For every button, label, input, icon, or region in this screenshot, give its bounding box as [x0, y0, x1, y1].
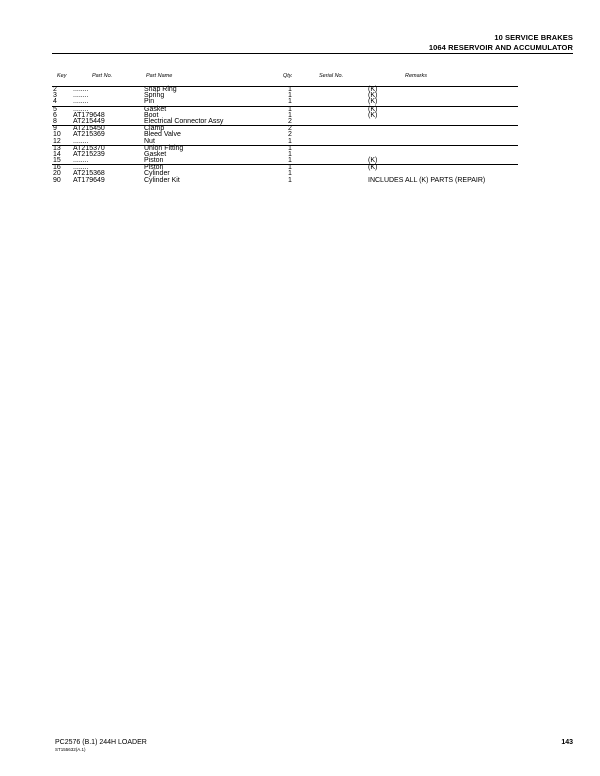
qty-cell: 1 [288, 150, 292, 158]
part-name-cell: Electrical Connector Assy [144, 117, 224, 125]
col-part-no: Part No. [92, 73, 113, 79]
part-name-cell: Union Fitting [144, 144, 184, 152]
table-row [52, 139, 518, 145]
part-name-cell: Cylinder [144, 170, 170, 178]
col-remarks: Remarks [405, 73, 428, 79]
part-no-cell: ........ [73, 164, 89, 172]
qty-cell: 1 [288, 111, 292, 119]
key-cell: 12 [53, 137, 61, 145]
part-no-cell: ........ [73, 157, 89, 165]
remarks-cell: (K) [368, 105, 378, 113]
qty-cell: 1 [288, 92, 292, 100]
key-cell: 20 [53, 170, 61, 178]
part-name-cell: Gasket [144, 150, 167, 158]
qty-cell: 1 [288, 137, 292, 145]
row-group [52, 106, 518, 126]
row-group [52, 125, 518, 145]
key-cell: 90 [53, 176, 61, 184]
part-no-cell: AT179649 [73, 176, 105, 184]
col-serial-no: Serial No. [319, 73, 344, 79]
qty-cell: 2 [288, 117, 292, 125]
table-row [52, 178, 518, 184]
part-no-cell: AT215450 [73, 125, 105, 133]
qty-cell: 1 [288, 176, 292, 184]
key-cell: 6 [53, 111, 57, 119]
qty-cell: 1 [288, 105, 292, 113]
header-rule [52, 53, 573, 54]
remarks-cell: (K) [368, 164, 378, 172]
qty-cell: 2 [288, 131, 292, 139]
key-cell: 9 [53, 125, 57, 133]
remarks-cell: (K) [368, 92, 378, 100]
key-cell: 4 [53, 98, 57, 106]
footer-code: ST155632(A.1) [55, 747, 86, 752]
remarks-cell: (K) [368, 86, 378, 93]
key-cell: 8 [53, 117, 57, 125]
table-row [52, 158, 518, 164]
remarks-cell: (K) [368, 111, 378, 119]
part-name-cell: Piston [144, 164, 164, 172]
part-name-cell: Piston [144, 157, 164, 165]
qty-cell: 1 [288, 86, 292, 93]
row-group [52, 86, 518, 106]
key-cell: 15 [53, 157, 61, 165]
qty-cell: 1 [288, 170, 292, 178]
remarks-cell: (K) [368, 98, 378, 106]
part-name-cell: Boot [144, 111, 159, 119]
key-cell: 13 [53, 144, 61, 152]
col-part-name: Part Name [146, 73, 173, 79]
group-title: 1064 RESERVOIR AND ACCUMULATOR [428, 43, 573, 52]
parts-table [52, 86, 518, 184]
key-cell: 2 [53, 86, 57, 93]
qty-cell: 1 [288, 98, 292, 106]
page-number: 143 [561, 739, 573, 746]
part-no-cell: AT215370 [73, 144, 105, 152]
part-name-cell: Gasket [144, 105, 167, 113]
part-no-cell: ........ [73, 98, 89, 106]
part-no-cell: ........ [73, 86, 89, 93]
remarks-cell: (K) [368, 157, 378, 165]
part-no-cell: AT215239 [73, 150, 105, 158]
table-row [52, 119, 518, 125]
remarks-cell: INCLUDES ALL (K) PARTS (REPAIR) [368, 176, 486, 184]
key-cell: 16 [53, 164, 61, 172]
part-name-cell: Spring [144, 92, 165, 100]
table-row [52, 99, 518, 105]
part-no-cell: AT215449 [73, 117, 105, 125]
part-name-cell: Pin [144, 98, 155, 106]
qty-cell: 1 [288, 164, 292, 172]
row-group [52, 145, 518, 165]
key-cell: 3 [53, 92, 57, 100]
part-no-cell: AT215369 [73, 131, 105, 139]
footer-text: PC2576 (B.1) 244H LOADER [55, 739, 147, 746]
qty-cell: 1 [288, 144, 292, 152]
part-name-cell: Cylinder Kit [144, 176, 180, 184]
key-cell: 14 [53, 150, 61, 158]
qty-cell: 1 [288, 157, 292, 165]
row-group [52, 164, 518, 184]
part-name-cell: Snap Ring [144, 86, 177, 93]
key-cell: 10 [53, 131, 61, 139]
key-cell: 5 [53, 105, 57, 113]
part-no-cell: ........ [73, 92, 89, 100]
part-no-cell: AT215368 [73, 170, 105, 178]
part-no-cell: ........ [73, 105, 89, 113]
part-name-cell: Nut [144, 137, 155, 145]
part-no-cell: AT179648 [73, 111, 105, 119]
part-name-cell: Clamp [144, 125, 165, 133]
col-qty: Qty. [283, 73, 293, 79]
col-key: Key [57, 73, 67, 79]
qty-cell: 2 [288, 125, 292, 133]
part-name-cell: Bleed Valve [144, 131, 181, 139]
part-no-cell: ........ [73, 137, 89, 145]
section-title: 10 SERVICE BRAKES [494, 33, 573, 42]
